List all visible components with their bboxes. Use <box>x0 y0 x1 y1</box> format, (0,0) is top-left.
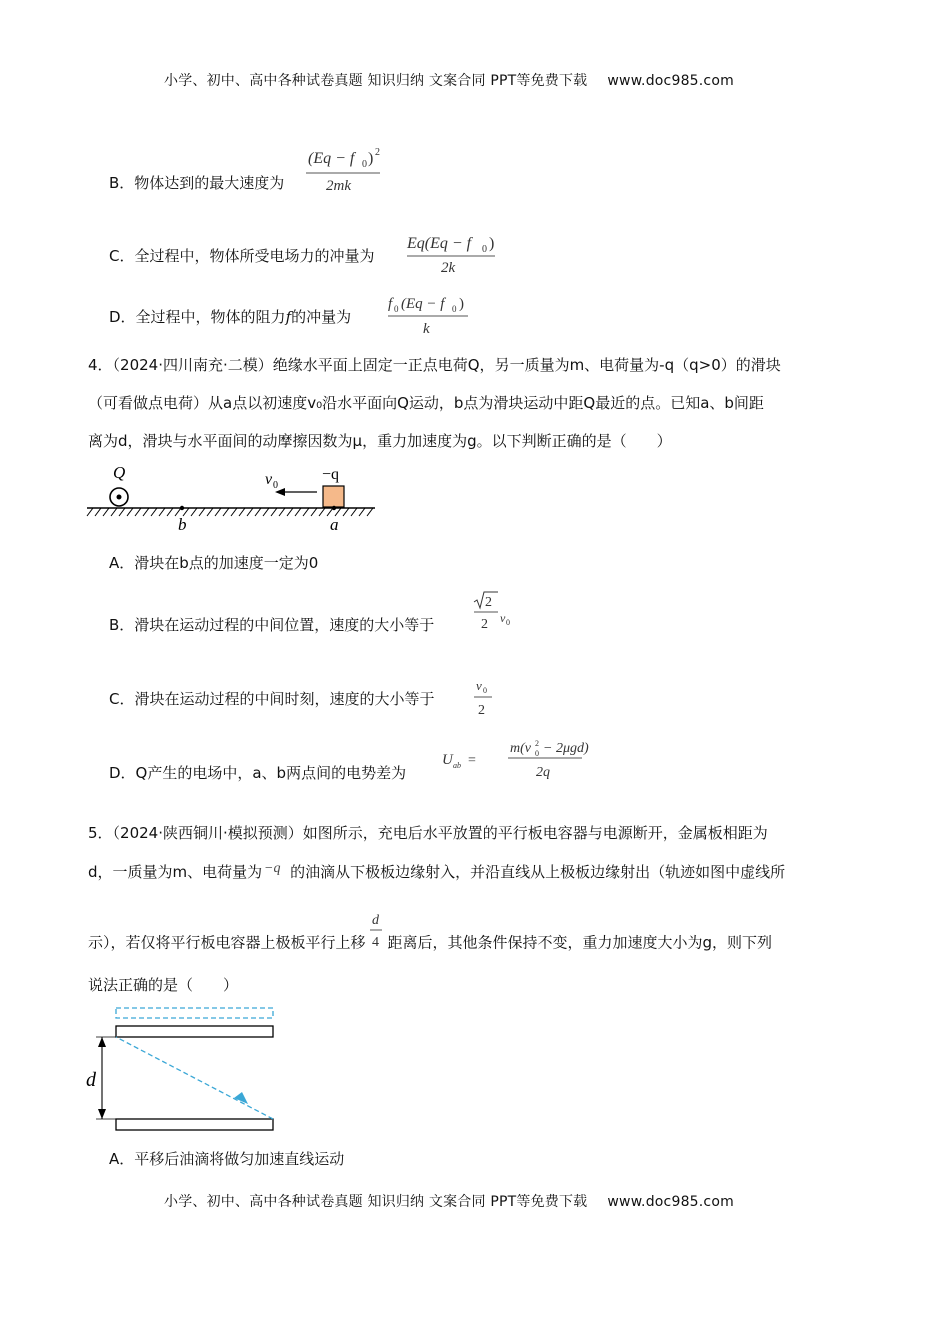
svg-text:): ) <box>459 296 464 312</box>
q3-option-b[interactable]: B．物体达到的最大速度为 <box>109 174 285 192</box>
q3-option-d-pre: D．全过程中，物体的阻力 <box>109 308 286 326</box>
q4-figure-label-a: a <box>330 515 339 534</box>
slider-block <box>323 486 344 507</box>
q5-charge-symbol <box>262 862 290 884</box>
svg-text:−q: −q <box>264 860 281 876</box>
q5-stem-line4: 说法正确的是（ ） <box>88 976 239 994</box>
footer-slogan: 小学、初中、高中各种试卷真题 知识归纳 文案合同 PPT等免费下载 <box>164 1194 588 1210</box>
q3-option-c-formula <box>405 230 497 278</box>
svg-text:(Eq − f: (Eq − f <box>401 296 445 312</box>
q4-option-c[interactable]: C．滑块在运动过程的中间时刻，速度的大小等于 <box>109 690 435 708</box>
svg-text:0: 0 <box>483 686 487 695</box>
svg-text:=: = <box>468 753 476 768</box>
header-url[interactable]: www.doc985.com <box>607 73 734 89</box>
footer-url[interactable]: www.doc985.com <box>607 1194 734 1210</box>
q4-figure-label-v-sub: 0 <box>273 480 278 491</box>
page-header <box>164 70 734 90</box>
q4-figure-label-Q: Q <box>113 463 126 482</box>
point-b-marker <box>180 506 184 510</box>
q3-option-d-formula <box>386 290 472 338</box>
svg-text:2q: 2q <box>536 765 550 780</box>
q5-stem-line3b: 距离后，其他条件保持不变，重力加速度大小为g，则下列 <box>387 933 773 952</box>
svg-text:2k: 2k <box>441 260 456 276</box>
svg-text:0: 0 <box>394 304 399 314</box>
svg-text:d: d <box>371 913 379 928</box>
page-footer <box>164 1191 734 1211</box>
upper-plate <box>116 1026 273 1037</box>
q5-figure-label-d: d <box>86 1069 96 1091</box>
shifted-plate-dashed <box>116 1008 273 1018</box>
q4-option-d-formula <box>440 734 590 784</box>
q3-option-d[interactable] <box>109 306 351 328</box>
svg-text:− 2μgd): − 2μgd) <box>543 741 589 756</box>
q5-stem-line2a: d，一质量为m、电荷量为 <box>88 863 263 881</box>
svg-text:0: 0 <box>535 749 539 758</box>
q3-option-c[interactable]: C．全过程中，物体所受电场力的冲量为 <box>109 247 375 265</box>
svg-text:0: 0 <box>482 244 487 255</box>
svg-text:k: k <box>423 321 430 337</box>
q5-stem-line2 <box>88 861 785 884</box>
svg-text:2: 2 <box>478 703 485 718</box>
q3-option-d-post: 的冲量为 <box>291 308 352 326</box>
svg-text:2: 2 <box>375 147 380 158</box>
svg-text:U: U <box>442 752 453 768</box>
svg-text:0: 0 <box>452 304 457 314</box>
svg-text:2: 2 <box>485 595 492 610</box>
q3-option-d-f: f <box>285 308 292 326</box>
svg-text:0: 0 <box>506 618 510 627</box>
q4-figure-label-b: b <box>178 515 187 534</box>
point-a-marker <box>332 506 336 510</box>
q4-option-b[interactable]: B．滑块在运动过程的中间位置，速度的大小等于 <box>109 616 435 634</box>
svg-text:): ) <box>489 235 495 252</box>
q5-stem-line3a: 示），若仅将平行板电容器上极板平行上移 <box>88 933 366 952</box>
svg-text:v: v <box>500 611 506 625</box>
svg-text:2: 2 <box>535 739 539 748</box>
header-slogan: 小学、初中、高中各种试卷真题 知识归纳 文案合同 PPT等免费下载 <box>164 73 588 89</box>
svg-text:m(v: m(v <box>510 741 531 756</box>
svg-text:f: f <box>388 296 393 312</box>
q4-figure-label-v: v <box>265 471 273 488</box>
q5-fraction-d-over-4 <box>368 913 386 962</box>
svg-text:2: 2 <box>481 617 488 632</box>
svg-text:0: 0 <box>362 159 367 170</box>
svg-text:v: v <box>476 678 482 693</box>
q4-option-d[interactable]: D．Q产生的电场中，a、b两点间的电势差为 <box>109 764 407 782</box>
q4-stem-line2: （可看做点电荷）从a点以初速度v₀沿水平面向Q运动，b点为滑块运动中距Q最近的点。已知a、b间距 <box>88 394 764 412</box>
q5-stem-line1: 5．（2024·陕西铜川·模拟预测）如图所示，充电后水平放置的平行板电容器与电源断开，金属板相距为 <box>88 824 768 842</box>
lower-plate <box>116 1119 273 1130</box>
q5-figure <box>82 1002 282 1138</box>
svg-text:(Eq − f: (Eq − f <box>308 150 355 167</box>
svg-text:4: 4 <box>371 935 379 950</box>
svg-text:ab: ab <box>453 761 461 770</box>
svg-text:): ) <box>368 150 374 167</box>
q3-option-b-formula <box>304 145 384 195</box>
q4-figure <box>85 458 380 540</box>
q5-stem-line3 <box>88 913 773 962</box>
oil-drop-trajectory <box>116 1037 273 1119</box>
q5-stem-line2b: 的油滴从下极板边缘射入，并沿直线从上极板边缘射出（轨迹如图中虚线所 <box>290 863 786 881</box>
svg-text:Eq(Eq − f: Eq(Eq − f <box>407 235 472 252</box>
q4-option-a[interactable]: A．滑块在b点的加速度一定为0 <box>109 554 319 572</box>
svg-text:2mk: 2mk <box>326 178 351 194</box>
q4-option-b-formula <box>470 588 520 638</box>
q4-figure-label-charge: −q <box>322 466 340 483</box>
q5-option-a[interactable]: A．平移后油滴将做匀加速直线运动 <box>109 1150 345 1168</box>
q4-option-c-formula <box>470 674 498 720</box>
q4-stem-line3: 离为d，滑块与水平面间的动摩擦因数为μ，重力加速度为g。以下判断正确的是（ ） <box>88 432 672 450</box>
q4-stem-line1: 4．（2024·四川南充·二模）绝缘水平面上固定一正点电荷Q，另一质量为m、电荷量为-q（q>0）的滑块 <box>88 356 781 374</box>
